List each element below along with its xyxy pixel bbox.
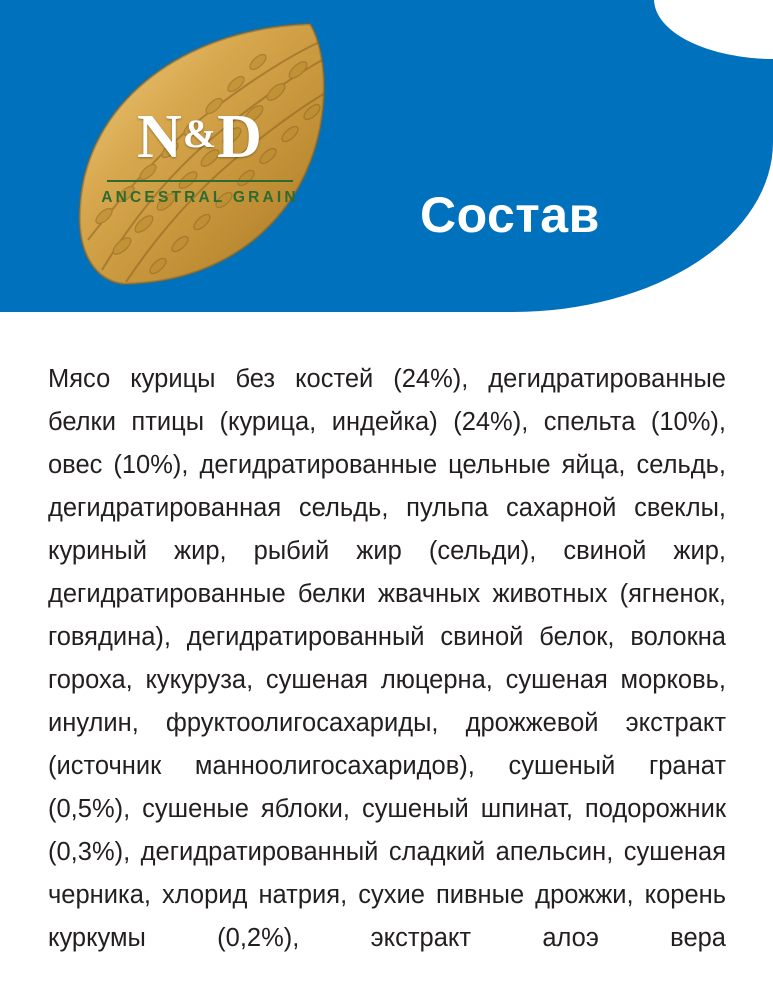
page-header <box>0 0 773 330</box>
brand-ampersand: & <box>182 111 218 156</box>
page-title: Состав <box>420 187 600 243</box>
wheat-leaf-logo-icon <box>62 20 338 288</box>
brand-letter-n: N <box>137 103 183 171</box>
brand-tagline: ANCESTRAL GRAIN <box>101 189 299 206</box>
brand-logo <box>62 20 338 288</box>
ingredients-text: Мясо курицы без костей (24%), дегидратированные белки птицы (курица, индейка) (24%), спельта (10%), овес (10%), дегидратированные цельные яйца, сельдь, дегидратированная сельдь, пульпа сахарной свеклы, куриный жир, рыбий жир (сельди), свиной жир, дегидратированные белки жвачных животных (ягненок, говядина), дегидратированный свиной белок, волокна гороха, кукуруза, сушеная люцерна, сушеная морковь, инулин, фруктоолигосахариды, дрожжевой экстракт (источник манноолигосахаридов), сушеный гранат (0,5%), сушеные яблоки, сушеный шпинат, подорожник (0,3%), дегидратированный сладкий апельсин, сушеная черника, хлорид натрия, сухие пивные дрожжи, корень куркумы (0,2%), экстракт алоэ вера <box>48 365 726 952</box>
brand-letter-d: D <box>217 103 263 171</box>
